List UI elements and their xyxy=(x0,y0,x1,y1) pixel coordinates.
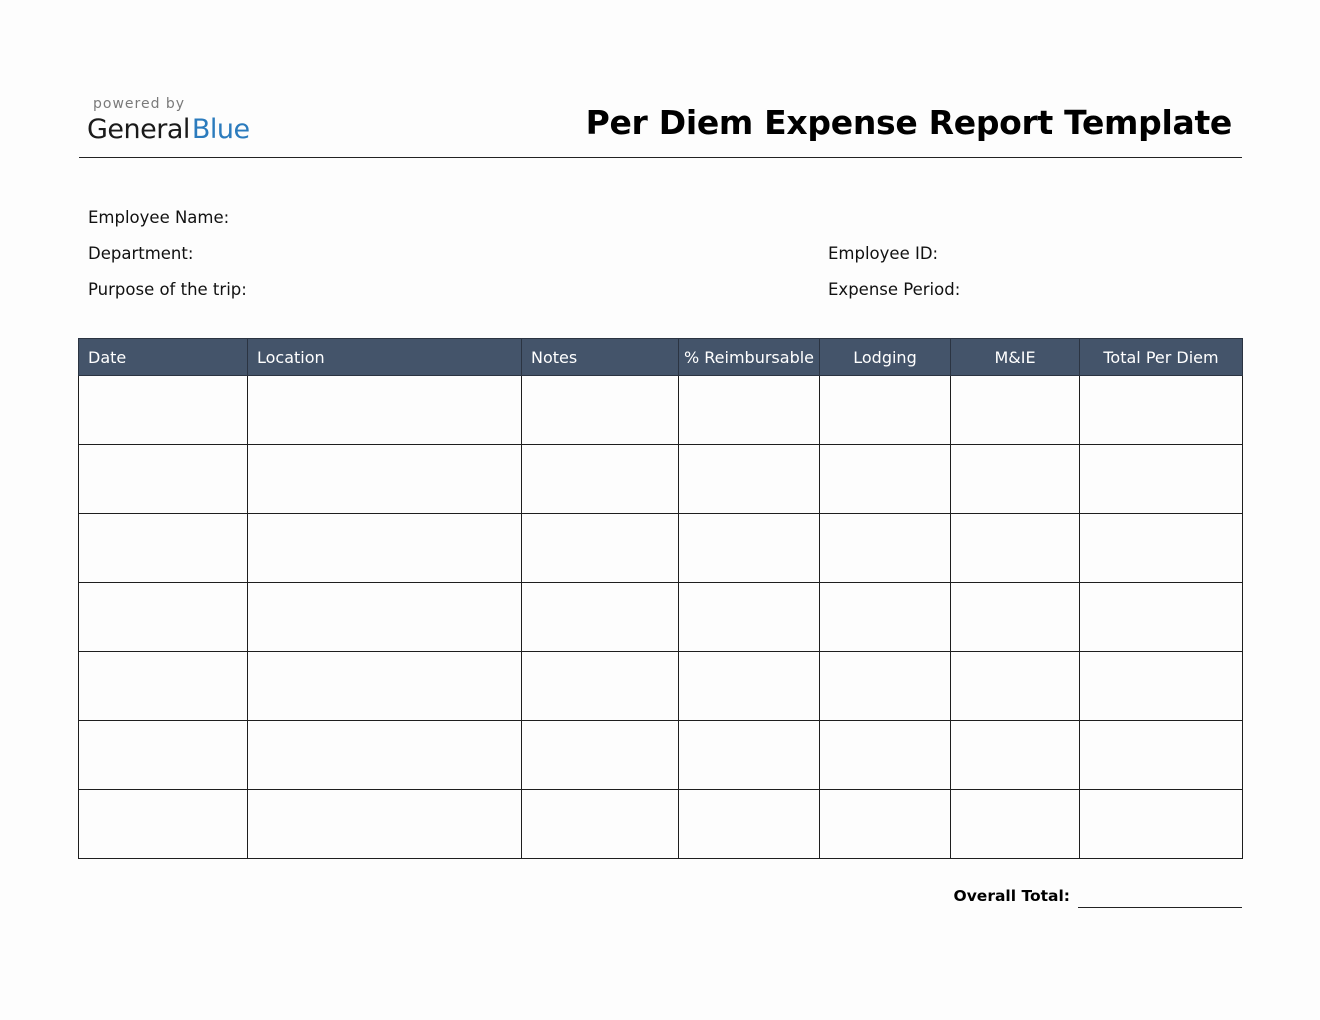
brand-general: General xyxy=(87,114,190,145)
table-cell[interactable] xyxy=(1080,652,1243,721)
table-cell[interactable] xyxy=(1080,445,1243,514)
table-row xyxy=(79,652,1243,721)
table-row xyxy=(79,583,1243,652)
table-cell[interactable] xyxy=(820,790,951,859)
table-cell[interactable] xyxy=(522,790,679,859)
table-cell[interactable] xyxy=(679,790,820,859)
table-cell[interactable] xyxy=(951,652,1080,721)
table-cell[interactable] xyxy=(1080,583,1243,652)
table-row xyxy=(79,721,1243,790)
expense-table xyxy=(78,338,1243,859)
column-header-reimbursable: % Reimbursable xyxy=(679,339,820,376)
column-header-total-per-diem: Total Per Diem xyxy=(1080,339,1243,376)
page-title: Per Diem Expense Report Template xyxy=(585,103,1232,142)
table-cell[interactable] xyxy=(1080,790,1243,859)
overall-total-label: Overall Total: xyxy=(953,887,1070,905)
department-label: Department: xyxy=(88,244,194,263)
table-row xyxy=(79,514,1243,583)
table-cell[interactable] xyxy=(248,583,522,652)
table-cell[interactable] xyxy=(79,790,248,859)
table-header-row xyxy=(79,339,1243,376)
table-cell[interactable] xyxy=(248,514,522,583)
table-cell[interactable] xyxy=(522,652,679,721)
table-cell[interactable] xyxy=(820,376,951,445)
table-cell[interactable] xyxy=(951,721,1080,790)
table-cell[interactable] xyxy=(679,445,820,514)
expense-period-label: Expense Period: xyxy=(828,280,961,299)
table-row xyxy=(79,445,1243,514)
powered-by-text: powered by xyxy=(93,96,186,112)
table-cell[interactable] xyxy=(79,652,248,721)
table-cell[interactable] xyxy=(820,652,951,721)
table-cell[interactable] xyxy=(679,583,820,652)
table-cell[interactable] xyxy=(679,376,820,445)
table-cell[interactable] xyxy=(820,583,951,652)
table-cell[interactable] xyxy=(820,445,951,514)
table-row xyxy=(79,376,1243,445)
table-cell[interactable] xyxy=(248,445,522,514)
table-cell[interactable] xyxy=(79,445,248,514)
table-cell[interactable] xyxy=(522,376,679,445)
table-cell[interactable] xyxy=(522,721,679,790)
table-cell[interactable] xyxy=(522,514,679,583)
purpose-label: Purpose of the trip: xyxy=(88,280,247,299)
table-cell[interactable] xyxy=(679,514,820,583)
table-cell[interactable] xyxy=(79,514,248,583)
table-cell[interactable] xyxy=(522,583,679,652)
table-cell[interactable] xyxy=(951,790,1080,859)
brand-blue: Blue xyxy=(191,114,250,145)
column-header-lodging: Lodging xyxy=(820,339,951,376)
employee-id-label: Employee ID: xyxy=(828,244,939,263)
table-cell[interactable] xyxy=(248,790,522,859)
table-cell[interactable] xyxy=(951,376,1080,445)
table-cell[interactable] xyxy=(1080,376,1243,445)
column-header-notes: Notes xyxy=(522,339,679,376)
table-cell[interactable] xyxy=(679,721,820,790)
table-cell[interactable] xyxy=(679,652,820,721)
table-cell[interactable] xyxy=(79,583,248,652)
overall-total-field[interactable] xyxy=(1078,907,1242,908)
table-cell[interactable] xyxy=(951,583,1080,652)
table-cell[interactable] xyxy=(522,445,679,514)
column-header-location: Location xyxy=(248,339,522,376)
table-cell[interactable] xyxy=(820,514,951,583)
table-row xyxy=(79,790,1243,859)
brand-name xyxy=(87,113,250,147)
column-header-mie: M&IE xyxy=(951,339,1080,376)
column-header-date: Date xyxy=(79,339,248,376)
generalblue-logo xyxy=(87,95,250,147)
table-cell[interactable] xyxy=(79,376,248,445)
table-cell[interactable] xyxy=(951,445,1080,514)
table-cell[interactable] xyxy=(248,376,522,445)
header-divider xyxy=(79,157,1242,158)
table-cell[interactable] xyxy=(1080,514,1243,583)
table-cell[interactable] xyxy=(820,721,951,790)
table-cell[interactable] xyxy=(248,652,522,721)
table-cell[interactable] xyxy=(951,514,1080,583)
table-cell[interactable] xyxy=(1080,721,1243,790)
table-cell[interactable] xyxy=(79,721,248,790)
table-cell[interactable] xyxy=(248,721,522,790)
employee-name-label: Employee Name: xyxy=(88,208,230,227)
